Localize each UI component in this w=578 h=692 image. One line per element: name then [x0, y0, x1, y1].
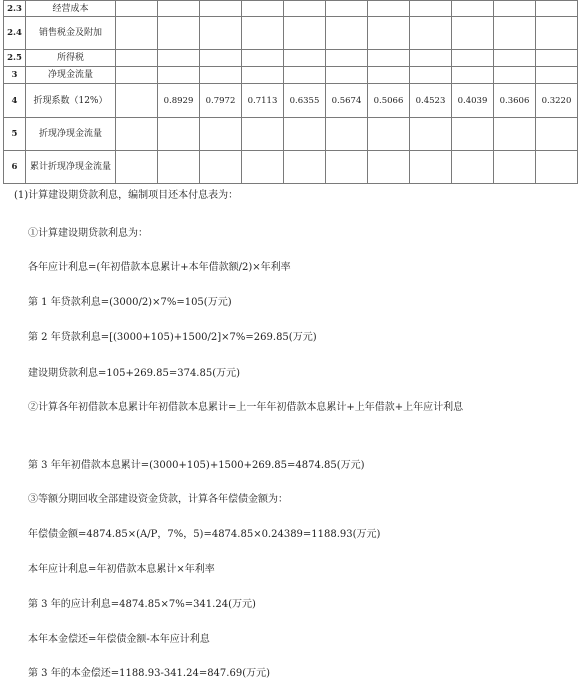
value-cell: [242, 118, 284, 151]
value-cell: [494, 50, 536, 67]
row-label-cell: 累计折现净现金流量: [26, 151, 116, 184]
value-cell: [158, 151, 200, 184]
table-row: [4, 84, 578, 118]
row-number-cell: 2.4: [4, 17, 26, 50]
table-row: [4, 67, 578, 84]
value-cell: [410, 17, 452, 50]
value-cell: [116, 67, 158, 84]
value-cell: 0.5674: [326, 84, 368, 118]
value-cell: [494, 151, 536, 184]
value-cell: [494, 118, 536, 151]
value-cell: [452, 1, 494, 17]
value-cell: [494, 1, 536, 17]
value-cell: [536, 67, 578, 84]
value-cell: [410, 1, 452, 17]
paragraph-4: 第 1 年贷款利息=(3000/2)×7%=105(万元): [28, 297, 232, 308]
paragraph-2: ①计算建设期贷款利息为：: [28, 228, 148, 239]
value-cell: [368, 67, 410, 84]
paragraph-13: 本年本金偿还=年偿债金额-本年应计利息: [28, 634, 210, 645]
value-cell: [326, 17, 368, 50]
value-cell: [536, 1, 578, 17]
value-cell: [200, 151, 242, 184]
paragraph-5: 第 2 年贷款利息=[(3000+105)+1500/2]×7%=269.85(万元): [28, 332, 317, 343]
value-cell: [284, 1, 326, 17]
row-number-cell: 4: [4, 84, 26, 118]
value-cell: [284, 151, 326, 184]
value-cell: 0.7113: [242, 84, 284, 118]
value-cell: [536, 151, 578, 184]
value-cell: [116, 50, 158, 67]
value-cell: [242, 67, 284, 84]
paragraph-7: ②计算各年初借款本息累计年初借款本息累计=上一年年初借款本息累计+上年借款+上年应计利息: [28, 402, 464, 413]
row-label-cell: 所得税: [26, 50, 116, 67]
row-number-cell: 6: [4, 151, 26, 184]
value-cell: [242, 1, 284, 17]
row-number-cell: 3: [4, 67, 26, 84]
paragraph-11: 本年应计利息=年初借款本息累计×年利率: [28, 564, 215, 575]
value-cell: [494, 67, 536, 84]
value-cell: [452, 17, 494, 50]
row-number-cell: 5: [4, 118, 26, 151]
value-cell: [410, 118, 452, 151]
value-cell: [158, 118, 200, 151]
value-cell: [284, 17, 326, 50]
value-cell: 0.7972: [200, 84, 242, 118]
value-cell: [200, 50, 242, 67]
value-cell: [116, 17, 158, 50]
value-cell: 0.6355: [284, 84, 326, 118]
value-cell: [326, 50, 368, 67]
value-cell: 0.8929: [158, 84, 200, 118]
row-label-cell: 折现系数（12%）: [26, 84, 116, 118]
row-label-cell: 折现净现金流量: [26, 118, 116, 151]
row-label-cell: 净现金流量: [26, 67, 116, 84]
value-cell: [326, 151, 368, 184]
paragraph-14: 第 3 年的本金偿还=1188.93-341.24=847.69(万元): [28, 668, 270, 679]
table-row: [4, 17, 578, 50]
value-cell: 0.3606: [494, 84, 536, 118]
value-cell: [452, 151, 494, 184]
table-row: [4, 1, 578, 17]
value-cell: [200, 17, 242, 50]
value-cell: 0.4039: [452, 84, 494, 118]
value-cell: [326, 1, 368, 17]
value-cell: [452, 67, 494, 84]
value-cell: [452, 118, 494, 151]
table-row: [4, 118, 578, 151]
value-cell: [368, 1, 410, 17]
value-cell: [326, 67, 368, 84]
value-cell: [368, 118, 410, 151]
value-cell: [536, 50, 578, 67]
value-cell: [368, 151, 410, 184]
value-cell: 0.5066: [368, 84, 410, 118]
cash-flow-table-body: [4, 1, 578, 184]
value-cell: [410, 50, 452, 67]
value-cell: [242, 50, 284, 67]
paragraph-10: 年偿债金额=4874.85×(A/P，7%，5)=4874.85×0.24389=1188.93(万元): [28, 529, 381, 540]
value-cell: [368, 17, 410, 50]
paragraph-6: 建设期贷款利息=105+269.85=374.85(万元): [28, 368, 241, 379]
paragraph-9: ③等额分期回收全部建设资金贷款，计算各年偿债金额为：: [28, 494, 288, 505]
cash-flow-table: [3, 0, 578, 184]
value-cell: [158, 1, 200, 17]
value-cell: [452, 50, 494, 67]
row-label-cell: 经营成本: [26, 1, 116, 17]
value-cell: [200, 1, 242, 17]
value-cell: [284, 67, 326, 84]
value-cell: [158, 67, 200, 84]
value-cell: [116, 84, 158, 118]
value-cell: [326, 118, 368, 151]
value-cell: [242, 17, 284, 50]
paragraph-1: (1)计算建设期贷款利息，编制项目还本付息表为：: [14, 190, 239, 201]
value-cell: [410, 151, 452, 184]
table-row: [4, 50, 578, 67]
row-number-cell: 2.5: [4, 50, 26, 67]
value-cell: [284, 50, 326, 67]
value-cell: [410, 67, 452, 84]
value-cell: [242, 151, 284, 184]
value-cell: [116, 1, 158, 17]
paragraph-8: 第 3 年年初借款本息累计=(3000+105)+1500+269.85=4874.85(万元): [28, 460, 365, 471]
value-cell: [158, 17, 200, 50]
row-number-cell: 2.3: [4, 1, 26, 17]
value-cell: [200, 67, 242, 84]
value-cell: [536, 17, 578, 50]
value-cell: 0.4523: [410, 84, 452, 118]
table-row: [4, 151, 578, 184]
value-cell: [158, 50, 200, 67]
paragraph-3: 各年应计利息=(年初借款本息累计+本年借款额/2)×年利率: [28, 262, 291, 273]
value-cell: [494, 17, 536, 50]
value-cell: [116, 118, 158, 151]
value-cell: [536, 118, 578, 151]
value-cell: [116, 151, 158, 184]
value-cell: [284, 118, 326, 151]
value-cell: 0.3220: [536, 84, 578, 118]
value-cell: [200, 118, 242, 151]
row-label-cell: 销售税金及附加: [26, 17, 116, 50]
paragraph-12: 第 3 年的应计利息=4874.85×7%=341.24(万元): [28, 599, 256, 610]
value-cell: [368, 50, 410, 67]
